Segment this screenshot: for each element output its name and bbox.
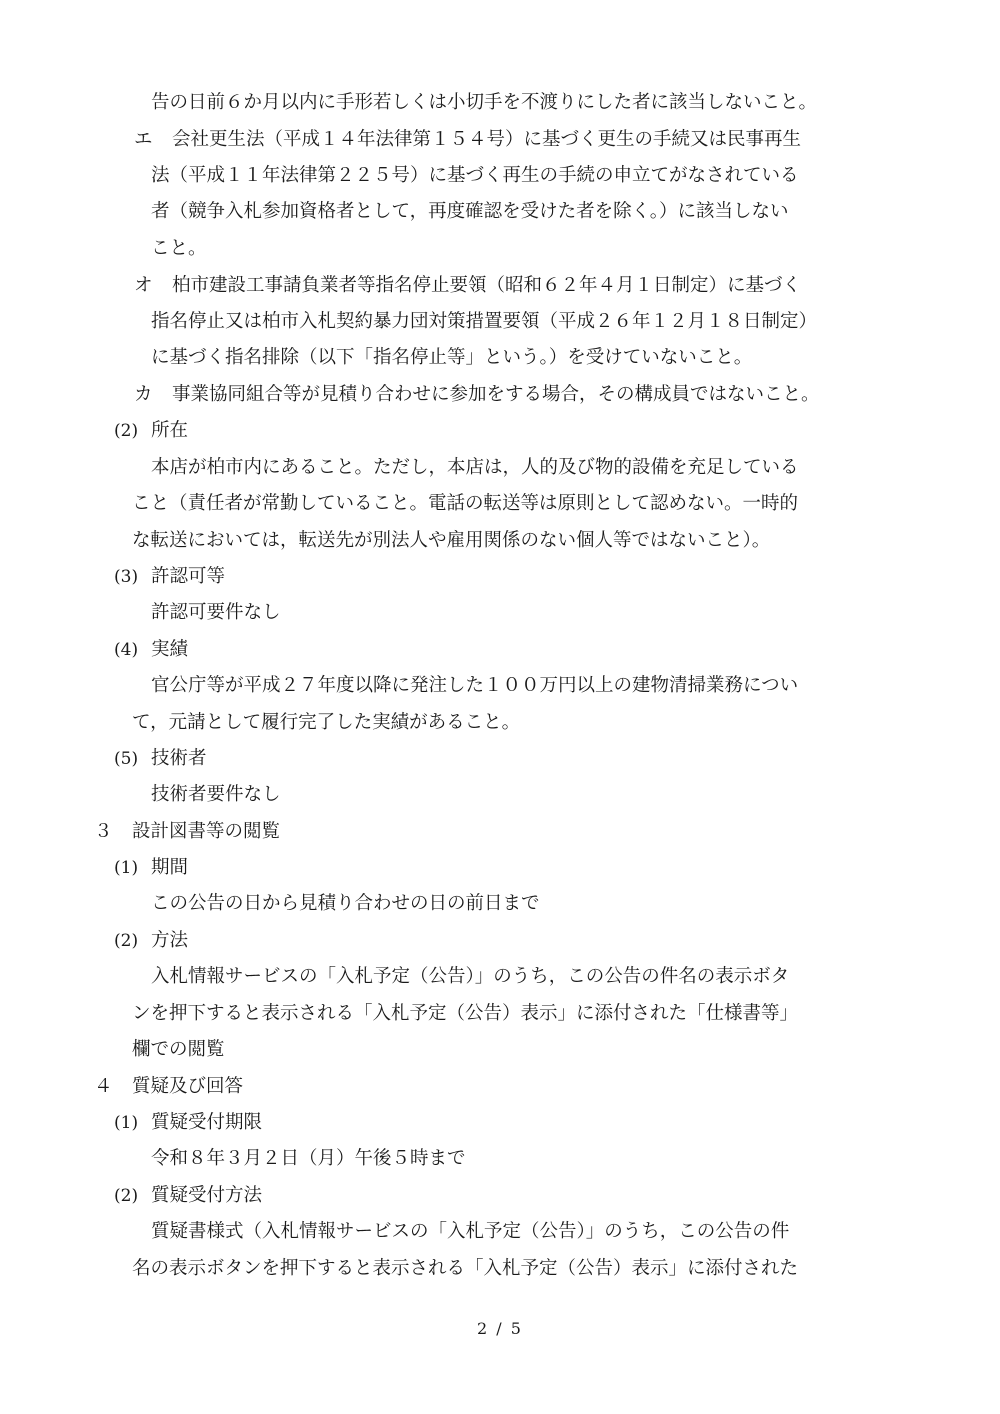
subsection-number: (1) (114, 858, 139, 878)
paragraph-line: こと（責任者が常勤していること。電話の転送等は原則として認めない。一時的 (132, 493, 799, 514)
paragraph-line: こと。 (151, 238, 207, 259)
paragraph-line: 名の表示ボタンを押下すると表示される「入札予定（公告）表示」に添付された (132, 1258, 799, 1279)
paragraph-line: て，元請として履行完了した実績があること。 (132, 712, 521, 733)
paragraph-line: 柏市建設工事請負業者等指名停止要領（昭和６２年４月１日制定）に基づく (172, 275, 802, 296)
paragraph-line: 者（競争入札参加資格者として，再度確認を受けた者を除く。）に該当しない (151, 201, 789, 222)
subsection-number: (2) (114, 1186, 139, 1206)
subsection-number: (3) (114, 567, 139, 587)
subsection-title: 許認可等 (151, 566, 226, 587)
paragraph-line: 法（平成１１年法律第２２５号）に基づく再生の手続の申立てがなされている (151, 165, 799, 186)
paragraph-line: 官公庁等が平成２７年度以降に発注した１００万円以上の建物清掃業務につい (151, 675, 799, 696)
paragraph-line: 本店が柏市内にあること。ただし，本店は，人的及び物的設備を充足している (151, 457, 799, 478)
item-marker: エ (134, 129, 153, 150)
paragraph-line: な転送においては，転送先が別法人や雇用関係のない個人等ではないこと）。 (132, 530, 771, 551)
section-number: ３ (94, 821, 113, 842)
paragraph-line: に基づく指名排除（以下「指名停止等」という。）を受けていないこと。 (151, 347, 753, 368)
section-title: 設計図書等の閲覧 (132, 821, 281, 842)
paragraph-line: 質疑書様式（入札情報サービスの「入札予定（公告）」のうち，この公告の件 (151, 1221, 790, 1242)
subsection-number: (5) (114, 749, 139, 769)
paragraph-line: 指名停止又は柏市入札契約暴力団対策措置要領（平成２６年１２月１８日制定） (151, 311, 818, 332)
subsection-title: 質疑受付方法 (151, 1185, 263, 1206)
subsection-number: (2) (114, 421, 139, 441)
item-marker: オ (134, 275, 153, 296)
paragraph-line: 入札情報サービスの「入札予定（公告）」のうち，この公告の件名の表示ボタ (151, 966, 790, 987)
section-number: ４ (94, 1076, 113, 1097)
page-number: 2 / 5 (477, 1319, 523, 1338)
subsection-title: 技術者 (151, 748, 207, 769)
subsection-title: 期間 (151, 857, 189, 878)
paragraph-line: この公告の日から見積り合わせの日の前日まで (151, 893, 540, 914)
section-title: 質疑及び回答 (132, 1076, 244, 1097)
paragraph-line: 会社更生法（平成１４年法律第１５４号）に基づく更生の手続又は民事再生 (172, 129, 802, 150)
paragraph-line: ンを押下すると表示される「入札予定（公告）表示」に添付された「仕様書等」 (132, 1003, 799, 1024)
subsection-title: 質疑受付期限 (151, 1112, 263, 1133)
paragraph-line: 事業協同組合等が見積り合わせに参加をする場合，その構成員ではないこと。 (172, 384, 820, 405)
paragraph-line: 令和８年３月２日（月）午後５時まで (151, 1148, 466, 1169)
subsection-number: (1) (114, 1113, 139, 1133)
subsection-title: 実績 (151, 639, 189, 660)
paragraph-line: 許認可要件なし (151, 602, 281, 623)
subsection-title: 所在 (151, 420, 189, 441)
paragraph-line: 告の日前６か月以内に手形若しくは小切手を不渡りにした者に該当しないこと。 (151, 92, 818, 113)
subsection-number: (2) (114, 931, 139, 951)
subsection-title: 方法 (151, 930, 189, 951)
paragraph-line: 欄での閲覧 (132, 1039, 225, 1060)
item-marker: カ (134, 384, 153, 405)
subsection-number: (4) (114, 640, 139, 660)
paragraph-line: 技術者要件なし (151, 784, 281, 805)
